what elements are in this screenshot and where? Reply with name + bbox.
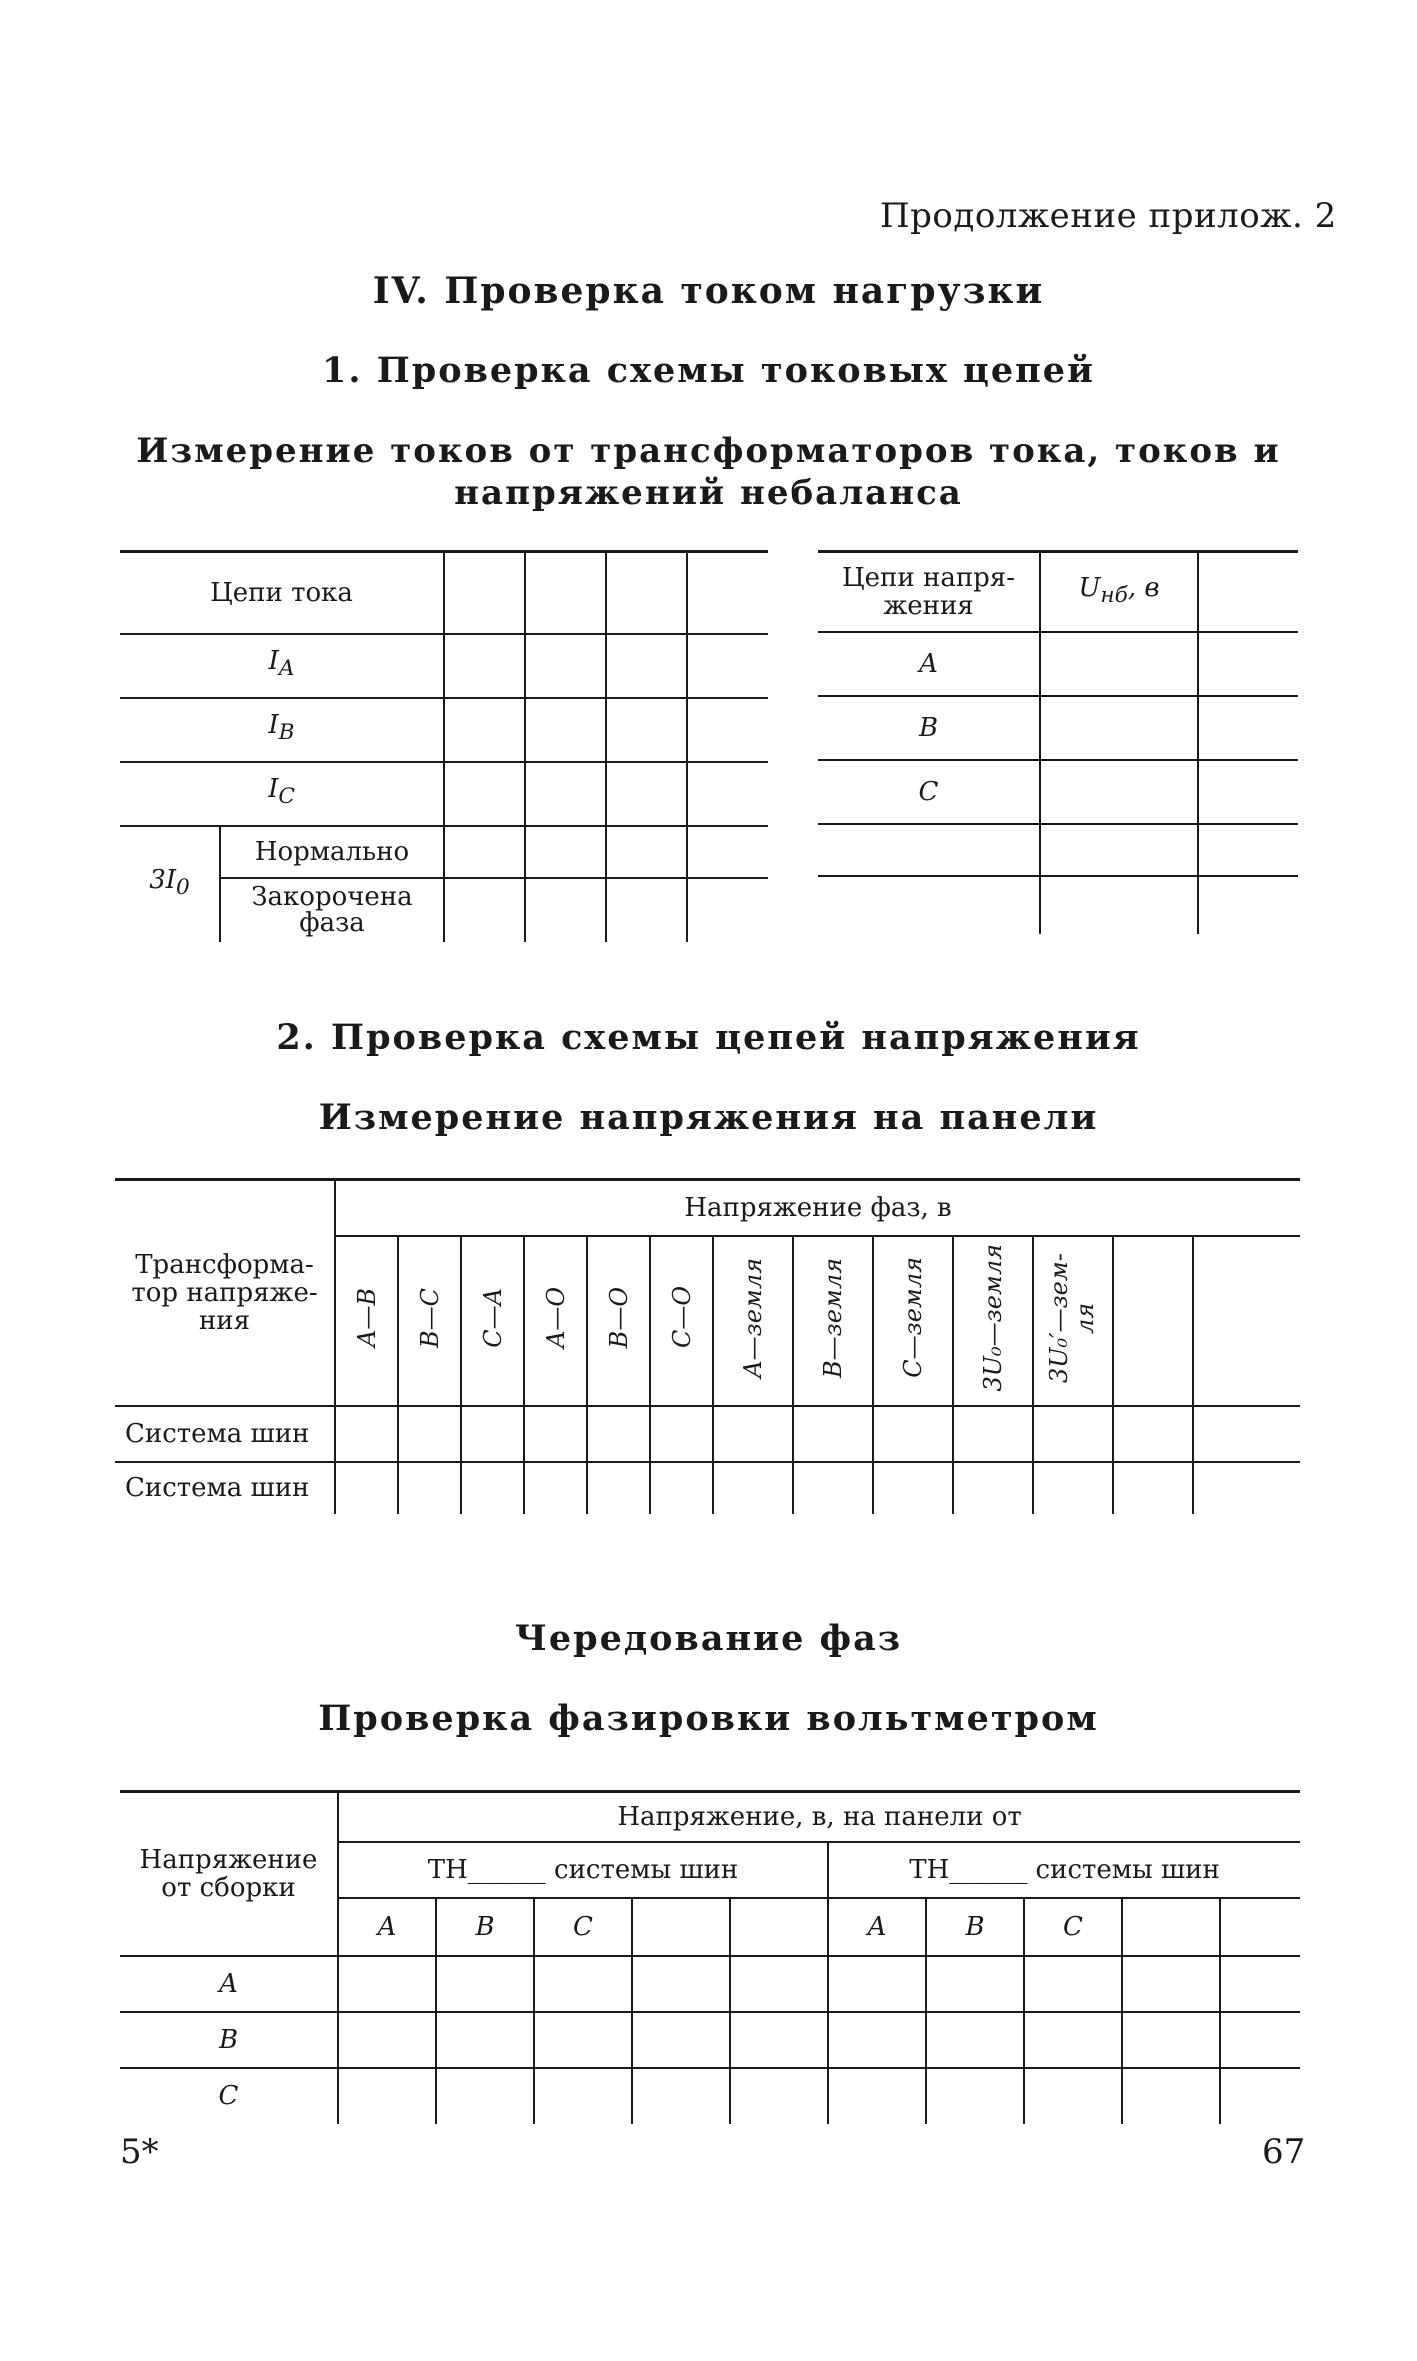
col-3u0-ground: 3U₀—земля [953,1236,1033,1406]
current-header: Цепи тока [120,552,444,634]
voltage-circuits-table [818,550,1298,934]
phasing-table [120,1790,1300,2124]
col-c-ground: C—земля [873,1236,953,1406]
col-bo: B—O [587,1236,650,1406]
current-row-normal: Нормально [220,826,444,878]
current-row-shorted: Закорочена фаза [220,878,444,942]
subgroup-th-2: TH______ системы шин [828,1842,1300,1898]
cell [606,552,687,634]
bus-system-row-1: Система шин [115,1406,335,1462]
part3-title: Чередование фаз [514,1618,903,1659]
panel-voltage-header: Напряжение, в, на панели от [338,1792,1300,1842]
subgroup-th-1: TH______ системы шин [338,1842,828,1898]
part1-subtitle [0,430,1417,514]
transformer-header: Трансформа-тор напряже-ния [115,1180,335,1406]
section-title: IV. Проверка током нагрузки [372,270,1045,312]
voltage-row-c: C [818,760,1040,824]
part1-subtitle-line1: Измерение токов от трансформаторов тока, токов и [136,431,1281,471]
continuation-note: Продолжение прилож. 2 [880,196,1337,236]
part2-title: 2. Проверка схемы цепей напряжения [276,1017,1141,1058]
cell [687,552,768,634]
unbalance-header: $U_{нб}$, в [1040,552,1198,632]
col-bc: B—C [398,1236,461,1406]
col-c-2: C [1024,1898,1122,1956]
row-c: C [120,2068,338,2124]
row-a: A [120,1956,338,2012]
part2-subtitle: Измерение напряжения на панели [318,1097,1099,1138]
col-b-2: B [926,1898,1024,1956]
col-b-ground: B—земля [793,1236,873,1406]
col-a: A [338,1898,436,1956]
voltage-row-b: B [818,696,1040,760]
voltage-header: Цепи напря-жения [818,552,1040,632]
col-3u0prime-ground: 3U₀′—зем-ля [1033,1236,1113,1406]
assembly-header: Напряжение от сборки [120,1792,338,1956]
phase-voltage-header: Напряжение фаз, в [335,1180,1300,1236]
col-ca: C—A [461,1236,524,1406]
col-b: B [436,1898,534,1956]
part1-title: 1. Проверка схемы токовых цепей [322,350,1095,391]
col-ab: A—B [335,1236,398,1406]
cell [525,552,606,634]
col-co: C—O [650,1236,713,1406]
page-number: 67 [1262,2132,1306,2172]
col-c: C [534,1898,632,1956]
current-row-ic: $I_C$ [120,762,444,826]
current-row-ib: $I_B$ [120,698,444,762]
current-group-3i0: $3I_0$ [120,826,220,942]
row-b: B [120,2012,338,2068]
cell [444,552,525,634]
part3-subtitle: Проверка фазировки вольтметром [318,1698,1099,1739]
current-circuits-table [120,550,768,942]
col-ao: A—O [524,1236,587,1406]
voltage-row-a: A [818,632,1040,696]
current-row-ia: $I_A$ [120,634,444,698]
bus-system-row-2: Система шин [115,1462,335,1514]
col-a-2: A [828,1898,926,1956]
part1-subtitle-line2: напряжений небаланса [454,473,963,513]
signature-mark: 5* [120,2132,159,2172]
col-a-ground: A—земля [713,1236,793,1406]
panel-voltage-table [115,1178,1300,1514]
